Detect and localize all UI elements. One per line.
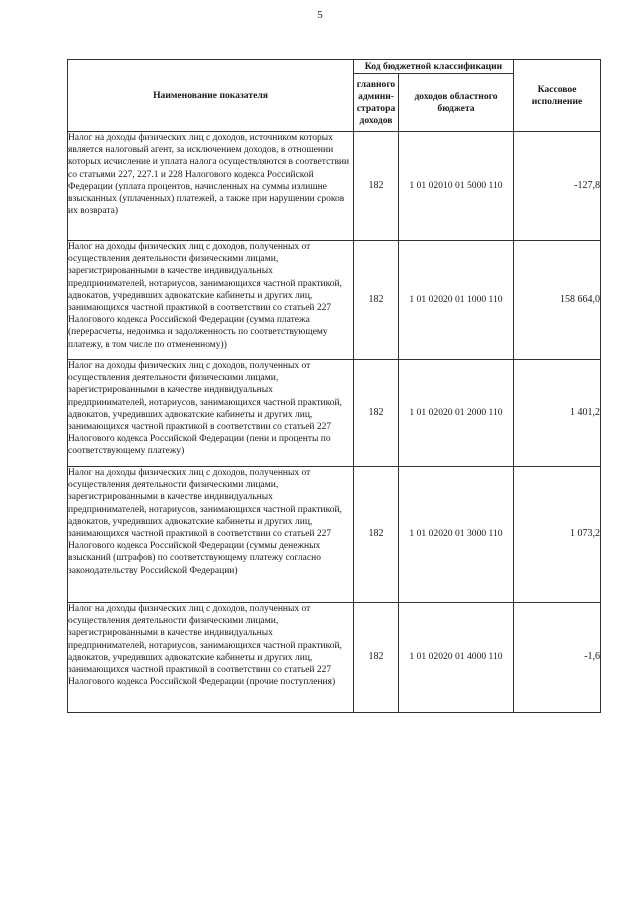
cash-execution-amount: 158 664,0 [514, 241, 601, 360]
cash-execution-amount: 1 073,2 [514, 467, 601, 603]
table-row [68, 132, 601, 241]
table-row [68, 241, 601, 360]
cash-execution-header: Кассовое исполнение [514, 60, 601, 132]
admin-code: 182 [354, 603, 399, 713]
cash-execution-amount: -127,8 [514, 132, 601, 241]
admin-code: 182 [354, 467, 399, 603]
cash-execution-amount: 1 401,2 [514, 360, 601, 467]
indicator-name: Налог на доходы физических лиц с доходов, полученных от осуществления деятельности физическими лицами, зарегистрированными в качестве индивидуальных предпринимателей, нотариусов, занимающихся частной практикой, адвокатов, учредивших адвокатские кабинеты и других лиц, занимающихся частной практикой в соответствии со статьей 227 Налогового кодекса Российской Федерации (суммы денежных взысканий (штрафов) по соответствующему платежу согласно законодательству Российской Федерации) [68, 467, 354, 603]
admin-code: 182 [354, 132, 399, 241]
income-code: 1 01 02020 01 2000 110 [399, 360, 514, 467]
page-number: 5 [317, 9, 323, 21]
indicator-name: Налог на доходы физических лиц с доходов, полученных от осуществления деятельности физическими лицами, зарегистрированными в качестве индивидуальных предпринимателей, нотариусов, занимающихся частной практикой, адвокатов, учредивших адвокатские кабинеты и других лиц, занимающихся частной практикой в соответствии со статьей 227 Налогового кодекса Российской Федерации (прочие поступления) [68, 603, 354, 713]
indicator-name: Налог на доходы физических лиц с доходов, полученных от осуществления деятельности физическими лицами, зарегистрированными в качестве индивидуальных предпринимателей, нотариусов, занимающихся частной практикой, адвокатов, учредивших адвокатские кабинеты и других лиц, занимающихся частной практикой в соответствии со статьей 227 Налогового кодекса Российской Федерации (пени и проценты по соответствующему платежу) [68, 360, 354, 467]
indicator-name: Налог на доходы физических лиц с доходов, источником которых является налоговый агент, за исключением доходов, в отношении которых исчисление и уплата налога осуществляются в соответствии со статьями 227, 227.1 и 228 Налогового кодекса Российской Федерации (уплата процентов, начисленных на суммы излишне взысканных (уплаченных) платежей, а также при нарушении сроков их возврата) [68, 132, 354, 241]
budget-classification-code-header: Код бюджетной классификации [354, 60, 514, 74]
table-header [68, 60, 601, 132]
admin-code: 182 [354, 360, 399, 467]
admin-code: 182 [354, 241, 399, 360]
indicator-name-header: Наименование показателя [68, 60, 354, 132]
table-row [68, 603, 601, 713]
admin-code-header: главного админи-стратора доходов [354, 74, 399, 132]
table-row [68, 467, 601, 603]
income-code: 1 01 02020 01 3000 110 [399, 467, 514, 603]
income-code: 1 01 02020 01 4000 110 [399, 603, 514, 713]
income-code: 1 01 02020 01 1000 110 [399, 241, 514, 360]
indicator-name: Налог на доходы физических лиц с доходов, полученных от осуществления деятельности физическими лицами, зарегистрированными в качестве индивидуальных предпринимателей, нотариусов, занимающихся частной практикой, адвокатов, учредивших адвокатские кабинеты и других лиц, занимающихся частной практикой в соответствии со статьей 227 Налогового кодекса Российской Федерации (сумма платежа (перерасчеты, недоимка и задолженность по соответствующему платежу, в том числе по отмененному)) [68, 241, 354, 360]
income-code-header: доходов областного бюджета [399, 74, 514, 132]
table-row [68, 360, 601, 467]
income-code: 1 01 02010 01 5000 110 [399, 132, 514, 241]
revenue-table [67, 59, 601, 713]
table-body [68, 132, 601, 713]
cash-execution-amount: -1,6 [514, 603, 601, 713]
